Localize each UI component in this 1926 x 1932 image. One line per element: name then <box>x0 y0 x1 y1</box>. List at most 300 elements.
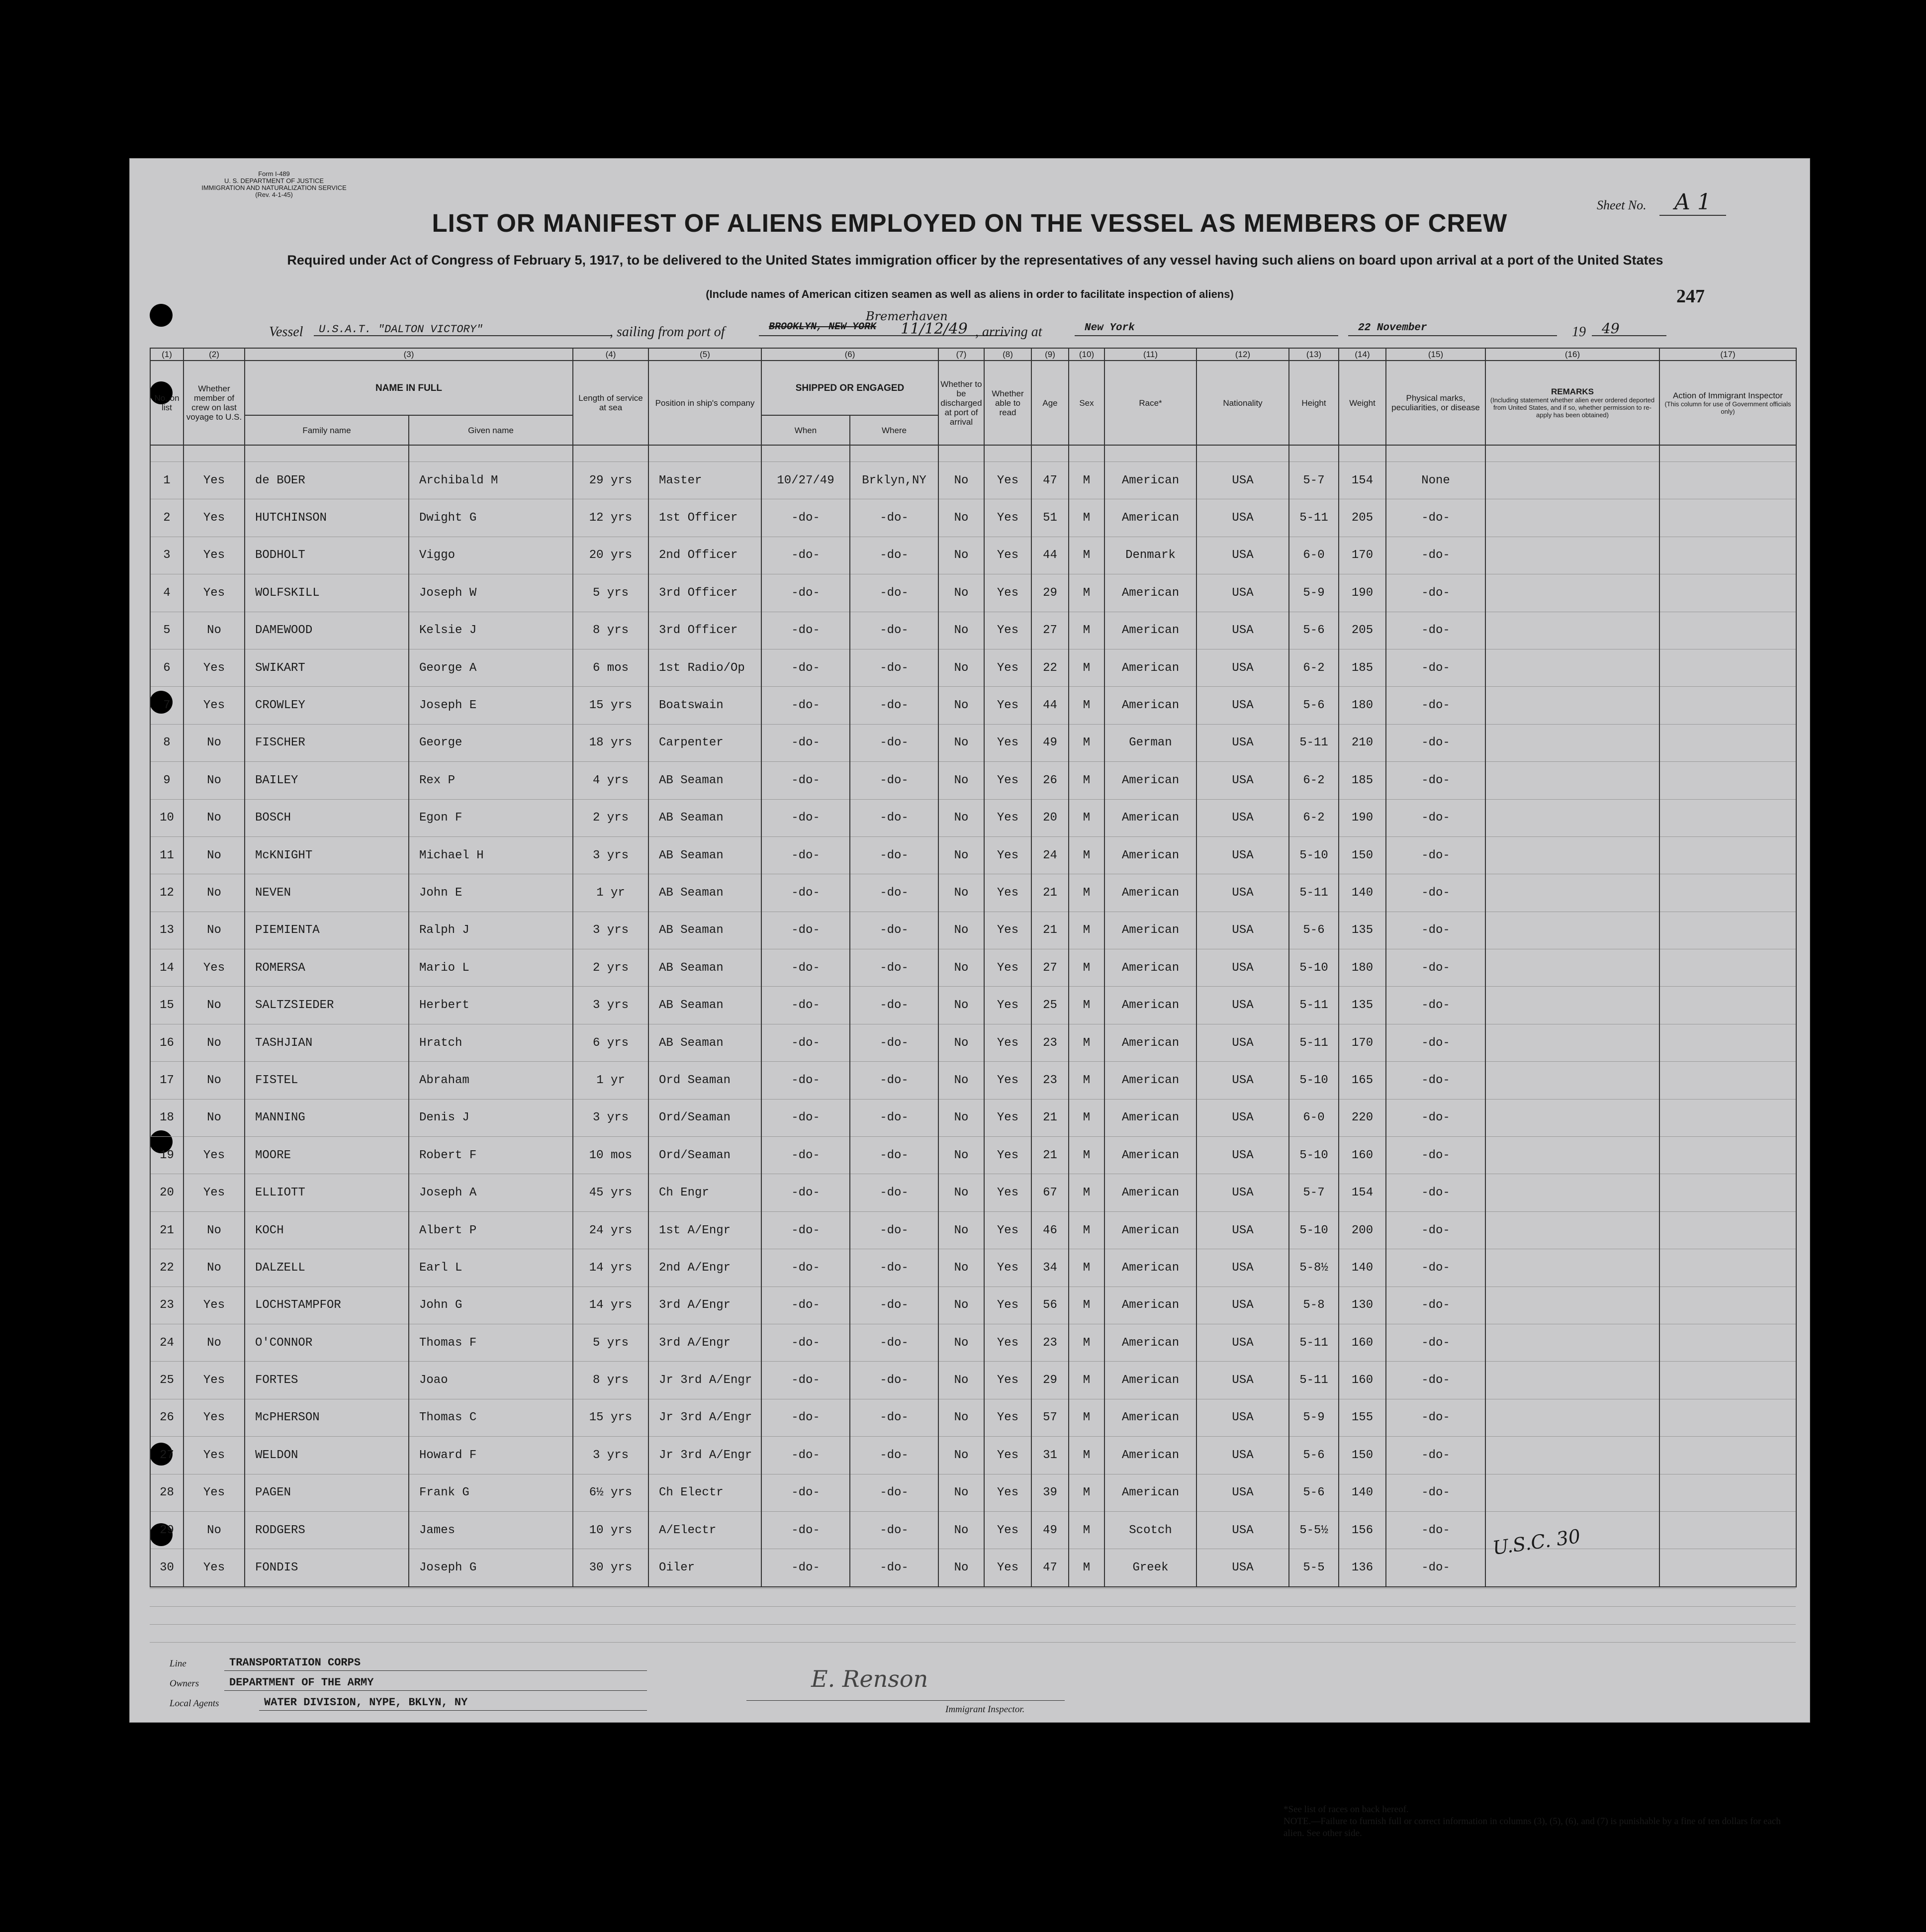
cell-family-name: FISCHER <box>245 724 409 761</box>
cell-given-name: Rex P <box>409 762 573 799</box>
cell-sex: M <box>1069 1362 1104 1399</box>
agents-value: WATER DIVISION, NYPE, BKLYN, NY <box>264 1696 468 1709</box>
cell-weight: 160 <box>1339 1137 1386 1174</box>
cell-marks: -do- <box>1386 1062 1485 1099</box>
cell-position: Ch Engr <box>648 1174 761 1211</box>
cell-height: 5-6 <box>1289 912 1339 949</box>
cell-weight: 170 <box>1339 537 1386 574</box>
cell-nationality: USA <box>1196 1287 1289 1324</box>
cell-age: 34 <box>1031 1249 1069 1287</box>
cell-height: 5-6 <box>1289 1474 1339 1511</box>
cell-service: 8 yrs <box>573 612 648 649</box>
cell-weight: 136 <box>1339 1549 1386 1587</box>
cell-race: American <box>1104 1062 1196 1099</box>
cell-remarks <box>1485 574 1659 612</box>
cell-given-name: James <box>409 1511 573 1549</box>
cell-last-voyage: No <box>183 1511 245 1549</box>
cell-where: -do- <box>850 724 938 761</box>
cell-inspector-action <box>1659 462 1796 499</box>
cell-discharged: No <box>938 1062 984 1099</box>
cell-height: 5-6 <box>1289 612 1339 649</box>
cell-family-name: MOORE <box>245 1137 409 1174</box>
cell-remarks <box>1485 1249 1659 1287</box>
cell-nationality: USA <box>1196 949 1289 987</box>
cell-race: American <box>1104 499 1196 537</box>
cell-nationality: USA <box>1196 724 1289 761</box>
cell-when: -do- <box>761 799 850 836</box>
cell-sex: M <box>1069 499 1104 537</box>
cell-can-read: Yes <box>984 874 1031 912</box>
cell-height: 5-5½ <box>1289 1511 1339 1549</box>
cell-service: 10 mos <box>573 1137 648 1174</box>
cell-position: Ord Seaman <box>648 1062 761 1099</box>
cell-when: -do- <box>761 612 850 649</box>
col-number: (13) <box>1289 348 1339 361</box>
table-row <box>150 1249 1796 1287</box>
cell-inspector-action <box>1659 1324 1796 1361</box>
cell-can-read: Yes <box>984 1287 1031 1324</box>
arrival-port: New York <box>1085 322 1135 334</box>
cell-no: 2 <box>150 499 183 537</box>
cell-can-read: Yes <box>984 537 1031 574</box>
cell-last-voyage: Yes <box>183 1174 245 1211</box>
cell-marks: -do- <box>1386 1174 1485 1211</box>
table-row <box>150 1549 1796 1587</box>
cell-can-read: Yes <box>984 799 1031 836</box>
cell-sex: M <box>1069 574 1104 612</box>
cell-given-name: John E <box>409 874 573 912</box>
cell-position: A/Electr <box>648 1511 761 1549</box>
cell-marks: -do- <box>1386 649 1485 686</box>
header-able-to-read: Whether able to read <box>984 361 1031 445</box>
cell-nationality: USA <box>1196 1024 1289 1061</box>
cell-nationality: USA <box>1196 912 1289 949</box>
cell-sex: M <box>1069 1249 1104 1287</box>
cell-where: Brklyn,NY <box>850 462 938 499</box>
cell-age: 57 <box>1031 1399 1069 1436</box>
table-row <box>150 462 1796 499</box>
sailing-port-correction: Bremerhaven <box>866 309 948 323</box>
cell-family-name: PIEMIENTA <box>245 912 409 949</box>
cell-discharged: No <box>938 1362 984 1399</box>
cell-discharged: No <box>938 1099 984 1136</box>
cell-discharged: No <box>938 762 984 799</box>
table-row <box>150 687 1796 724</box>
cell-service: 4 yrs <box>573 762 648 799</box>
cell-when: -do- <box>761 762 850 799</box>
cell-race: Denmark <box>1104 537 1196 574</box>
cell-when: -do- <box>761 836 850 874</box>
cell-weight: 154 <box>1339 462 1386 499</box>
cell-position: AB Seaman <box>648 836 761 874</box>
cell-inspector-action <box>1659 912 1796 949</box>
cell-age: 47 <box>1031 1549 1069 1587</box>
cell-where: -do- <box>850 499 938 537</box>
cell-given-name: Robert F <box>409 1137 573 1174</box>
cell-family-name: BODHOLT <box>245 537 409 574</box>
cell-discharged: No <box>938 499 984 537</box>
cell-weight: 140 <box>1339 1249 1386 1287</box>
cell-inspector-action <box>1659 1437 1796 1474</box>
cell-age: 67 <box>1031 1174 1069 1211</box>
cell-family-name: O'CONNOR <box>245 1324 409 1361</box>
cell-sex: M <box>1069 649 1104 686</box>
cell-marks: -do- <box>1386 1211 1485 1249</box>
cell-given-name: Mario L <box>409 949 573 987</box>
cell-given-name: George A <box>409 649 573 686</box>
cell-service: 30 yrs <box>573 1549 648 1587</box>
cell-no: 23 <box>150 1287 183 1324</box>
cell-height: 5-7 <box>1289 1174 1339 1211</box>
inspector-signature-block <box>746 1665 1065 1720</box>
table-row <box>150 1099 1796 1136</box>
cell-marks: -do- <box>1386 687 1485 724</box>
col-number: (10) <box>1069 348 1104 361</box>
cell-age: 39 <box>1031 1474 1069 1511</box>
cell-race: American <box>1104 874 1196 912</box>
cell-nationality: USA <box>1196 1511 1289 1549</box>
cell-age: 51 <box>1031 499 1069 537</box>
cell-position: 1st Officer <box>648 499 761 537</box>
cell-given-name: Earl L <box>409 1249 573 1287</box>
cell-when: -do- <box>761 1474 850 1511</box>
header-weight: Weight <box>1339 361 1386 445</box>
cell-family-name: McPHERSON <box>245 1399 409 1436</box>
cell-position: AB Seaman <box>648 987 761 1024</box>
cell-race: American <box>1104 912 1196 949</box>
table-row <box>150 1211 1796 1249</box>
cell-no: 10 <box>150 799 183 836</box>
cell-race: American <box>1104 1099 1196 1136</box>
cell-no: 24 <box>150 1324 183 1361</box>
header-given-name: Given name <box>409 415 573 445</box>
cell-sex: M <box>1069 1287 1104 1324</box>
cell-when: -do- <box>761 1137 850 1174</box>
cell-sex: M <box>1069 537 1104 574</box>
cell-family-name: TASHJIAN <box>245 1024 409 1061</box>
header-last-voyage: Whether member of crew on last voyage to U.S. <box>183 361 245 445</box>
cell-position: Oiler <box>648 1549 761 1587</box>
cell-sex: M <box>1069 462 1104 499</box>
cell-family-name: DAMEWOOD <box>245 612 409 649</box>
cell-can-read: Yes <box>984 836 1031 874</box>
cell-nationality: USA <box>1196 762 1289 799</box>
cell-sex: M <box>1069 1062 1104 1099</box>
cell-discharged: No <box>938 1249 984 1287</box>
header-length-of-service: Length of service at sea <box>573 361 648 445</box>
header-remarks <box>1485 361 1659 445</box>
cell-position: 1st Radio/Op <box>648 649 761 686</box>
remark-handwritten: U.S.C. 30 <box>1491 1525 1582 1560</box>
table-row <box>150 1174 1796 1211</box>
cell-discharged: No <box>938 987 984 1024</box>
cell-weight: 150 <box>1339 836 1386 874</box>
cell-inspector-action <box>1659 987 1796 1024</box>
cell-last-voyage: No <box>183 799 245 836</box>
cell-marks: -do- <box>1386 1549 1485 1587</box>
cell-race: American <box>1104 1211 1196 1249</box>
cell-inspector-action <box>1659 1362 1796 1399</box>
cell-where: -do- <box>850 1174 938 1211</box>
cell-no: 22 <box>150 1249 183 1287</box>
cell-given-name: John G <box>409 1287 573 1324</box>
col-number: (8) <box>984 348 1031 361</box>
cell-remarks <box>1485 1024 1659 1061</box>
cell-service: 3 yrs <box>573 1437 648 1474</box>
cell-discharged: No <box>938 912 984 949</box>
cell-age: 46 <box>1031 1211 1069 1249</box>
header-sex: Sex <box>1069 361 1104 445</box>
cell-height: 6-2 <box>1289 649 1339 686</box>
cell-position: 3rd A/Engr <box>648 1287 761 1324</box>
cell-given-name: Frank G <box>409 1474 573 1511</box>
cell-weight: 220 <box>1339 1099 1386 1136</box>
owners-value: DEPARTMENT OF THE ARMY <box>229 1676 374 1689</box>
cell-family-name: FISTEL <box>245 1062 409 1099</box>
cell-position: AB Seaman <box>648 874 761 912</box>
cell-last-voyage: Yes <box>183 499 245 537</box>
cell-can-read: Yes <box>984 1324 1031 1361</box>
cell-weight: 165 <box>1339 1062 1386 1099</box>
cell-last-voyage: No <box>183 1249 245 1287</box>
cell-weight: 190 <box>1339 574 1386 612</box>
cell-nationality: USA <box>1196 1549 1289 1587</box>
header-action-title: Action of Immigrant Inspector <box>1672 390 1783 400</box>
cell-last-voyage: No <box>183 1211 245 1249</box>
cell-remarks <box>1485 949 1659 987</box>
cell-position: Jr 3rd A/Engr <box>648 1399 761 1436</box>
cell-can-read: Yes <box>984 1174 1031 1211</box>
cell-inspector-action <box>1659 687 1796 724</box>
cell-no: 17 <box>150 1062 183 1099</box>
cell-marks: -do- <box>1386 612 1485 649</box>
cell-can-read: Yes <box>984 1399 1031 1436</box>
cell-discharged: No <box>938 1549 984 1587</box>
table-row <box>150 1062 1796 1099</box>
cell-height: 5-11 <box>1289 874 1339 912</box>
cell-family-name: CROWLEY <box>245 687 409 724</box>
cell-can-read: Yes <box>984 1024 1031 1061</box>
cell-service: 2 yrs <box>573 949 648 987</box>
cell-sex: M <box>1069 912 1104 949</box>
cell-service: 3 yrs <box>573 912 648 949</box>
cell-where: -do- <box>850 1362 938 1399</box>
cell-where: -do- <box>850 649 938 686</box>
cell-where: -do- <box>850 1211 938 1249</box>
cell-can-read: Yes <box>984 912 1031 949</box>
inspector-signature: E. Renson <box>811 1665 928 1692</box>
table-row <box>150 1287 1796 1324</box>
cell-no: 11 <box>150 836 183 874</box>
cell-where: -do- <box>850 836 938 874</box>
cell-sex: M <box>1069 1174 1104 1211</box>
cell-height: 5-9 <box>1289 574 1339 612</box>
vessel-label: Vessel <box>269 324 303 340</box>
cell-position: Jr 3rd A/Engr <box>648 1362 761 1399</box>
cell-height: 5-11 <box>1289 987 1339 1024</box>
footer-notes <box>1284 1804 1781 1840</box>
cell-when: -do- <box>761 1511 850 1549</box>
cell-nationality: USA <box>1196 687 1289 724</box>
cell-inspector-action <box>1659 1137 1796 1174</box>
form-number: Form I-489 <box>258 170 290 178</box>
cell-service: 6 mos <box>573 649 648 686</box>
table-header <box>150 348 1796 445</box>
cell-can-read: Yes <box>984 1474 1031 1511</box>
sheet-label: Sheet No. <box>1597 198 1647 212</box>
cell-remarks <box>1485 1324 1659 1361</box>
cell-height: 5-10 <box>1289 1137 1339 1174</box>
cell-height: 6-0 <box>1289 1099 1339 1136</box>
cell-height: 5-10 <box>1289 1062 1339 1099</box>
cell-when: -do- <box>761 1211 850 1249</box>
cell-position: Ch Electr <box>648 1474 761 1511</box>
cell-inspector-action <box>1659 1399 1796 1436</box>
cell-weight: 135 <box>1339 912 1386 949</box>
cell-height: 5-10 <box>1289 1211 1339 1249</box>
cell-marks: -do- <box>1386 874 1485 912</box>
table-row <box>150 836 1796 874</box>
cell-height: 6-2 <box>1289 799 1339 836</box>
vessel-name: U.S.A.T. "DALTON VICTORY" <box>319 323 483 336</box>
cell-can-read: Yes <box>984 1362 1031 1399</box>
cell-race: Greek <box>1104 1549 1196 1587</box>
cell-last-voyage: No <box>183 1099 245 1136</box>
cell-height: 5-11 <box>1289 724 1339 761</box>
cell-race: American <box>1104 1174 1196 1211</box>
cell-race: American <box>1104 1287 1196 1324</box>
cell-no: 13 <box>150 912 183 949</box>
race-note: *See list of races on back hereof. <box>1284 1804 1409 1815</box>
cell-service: 3 yrs <box>573 1099 648 1136</box>
cell-inspector-action <box>1659 1099 1796 1136</box>
cell-marks: -do- <box>1386 1024 1485 1061</box>
cell-marks: -do- <box>1386 574 1485 612</box>
cell-given-name: Ralph J <box>409 912 573 949</box>
cell-remarks <box>1485 612 1659 649</box>
cell-weight: 185 <box>1339 649 1386 686</box>
table-row <box>150 1024 1796 1061</box>
cell-no: 8 <box>150 724 183 761</box>
cell-where: -do- <box>850 1249 938 1287</box>
cell-last-voyage: No <box>183 1024 245 1061</box>
cell-inspector-action <box>1659 724 1796 761</box>
cell-can-read: Yes <box>984 1437 1031 1474</box>
cell-family-name: FORTES <box>245 1362 409 1399</box>
cell-no: 4 <box>150 574 183 612</box>
cell-age: 25 <box>1031 987 1069 1024</box>
cell-position: Boatswain <box>648 687 761 724</box>
cell-given-name: Viggo <box>409 537 573 574</box>
cell-can-read: Yes <box>984 1062 1031 1099</box>
cell-weight: 205 <box>1339 499 1386 537</box>
cell-inspector-action <box>1659 499 1796 537</box>
cell-where: -do- <box>850 574 938 612</box>
header-height: Height <box>1289 361 1339 445</box>
table-row <box>150 1474 1796 1511</box>
cell-sex: M <box>1069 724 1104 761</box>
cell-marks: -do- <box>1386 1249 1485 1287</box>
cell-weight: 200 <box>1339 1211 1386 1249</box>
cell-no: 19 <box>150 1137 183 1174</box>
cell-weight: 135 <box>1339 987 1386 1024</box>
cell-given-name: Denis J <box>409 1099 573 1136</box>
cell-age: 49 <box>1031 724 1069 761</box>
cell-can-read: Yes <box>984 574 1031 612</box>
cell-family-name: ROMERSA <box>245 949 409 987</box>
cell-service: 24 yrs <box>573 1211 648 1249</box>
cell-last-voyage: No <box>183 836 245 874</box>
cell-sex: M <box>1069 1099 1104 1136</box>
table-row <box>150 1137 1796 1174</box>
col-number: (15) <box>1386 348 1485 361</box>
cell-nationality: USA <box>1196 649 1289 686</box>
cell-no: 18 <box>150 1099 183 1136</box>
cell-when: -do- <box>761 949 850 987</box>
cell-service: 15 yrs <box>573 1399 648 1436</box>
cell-last-voyage: No <box>183 1062 245 1099</box>
table-row <box>150 537 1796 574</box>
cell-discharged: No <box>938 687 984 724</box>
cell-service: 2 yrs <box>573 799 648 836</box>
cell-discharged: No <box>938 649 984 686</box>
cell-remarks <box>1485 912 1659 949</box>
cell-weight: 210 <box>1339 724 1386 761</box>
agent-block <box>170 1651 717 1720</box>
cell-position: Ord/Seaman <box>648 1137 761 1174</box>
cell-race: American <box>1104 1249 1196 1287</box>
cell-can-read: Yes <box>984 724 1031 761</box>
cell-nationality: USA <box>1196 462 1289 499</box>
cell-marks: -do- <box>1386 836 1485 874</box>
cell-no: 16 <box>150 1024 183 1061</box>
cell-position: Ord/Seaman <box>648 1099 761 1136</box>
cell-no: 3 <box>150 537 183 574</box>
cell-inspector-action <box>1659 1249 1796 1287</box>
cell-family-name: SWIKART <box>245 649 409 686</box>
cell-where: -do- <box>850 1511 938 1549</box>
cell-inspector-action <box>1659 799 1796 836</box>
cell-height: 5-11 <box>1289 1024 1339 1061</box>
cell-family-name: McKNIGHT <box>245 836 409 874</box>
cell-given-name: Joseph W <box>409 574 573 612</box>
cell-no: 28 <box>150 1474 183 1511</box>
cell-family-name: KOCH <box>245 1211 409 1249</box>
cell-inspector-action <box>1659 1511 1796 1549</box>
cell-race: American <box>1104 1399 1196 1436</box>
cell-nationality: USA <box>1196 987 1289 1024</box>
cell-age: 21 <box>1031 1137 1069 1174</box>
cell-marks: -do- <box>1386 1511 1485 1549</box>
header-nationality: Nationality <box>1196 361 1289 445</box>
cell-no: 7 <box>150 687 183 724</box>
cell-discharged: No <box>938 836 984 874</box>
cell-marks: -do- <box>1386 1099 1485 1136</box>
cell-when: -do- <box>761 1249 850 1287</box>
cell-service: 5 yrs <box>573 1324 648 1361</box>
cell-remarks <box>1485 987 1659 1024</box>
col-number: (16) <box>1485 348 1659 361</box>
cell-remarks <box>1485 724 1659 761</box>
col-number: (4) <box>573 348 648 361</box>
cell-discharged: No <box>938 1211 984 1249</box>
cell-remarks <box>1485 462 1659 499</box>
cell-marks: -do- <box>1386 949 1485 987</box>
vessel-line <box>269 309 1771 342</box>
cell-when: -do- <box>761 687 850 724</box>
col-number: (2) <box>183 348 245 361</box>
cell-remarks <box>1485 1399 1659 1436</box>
